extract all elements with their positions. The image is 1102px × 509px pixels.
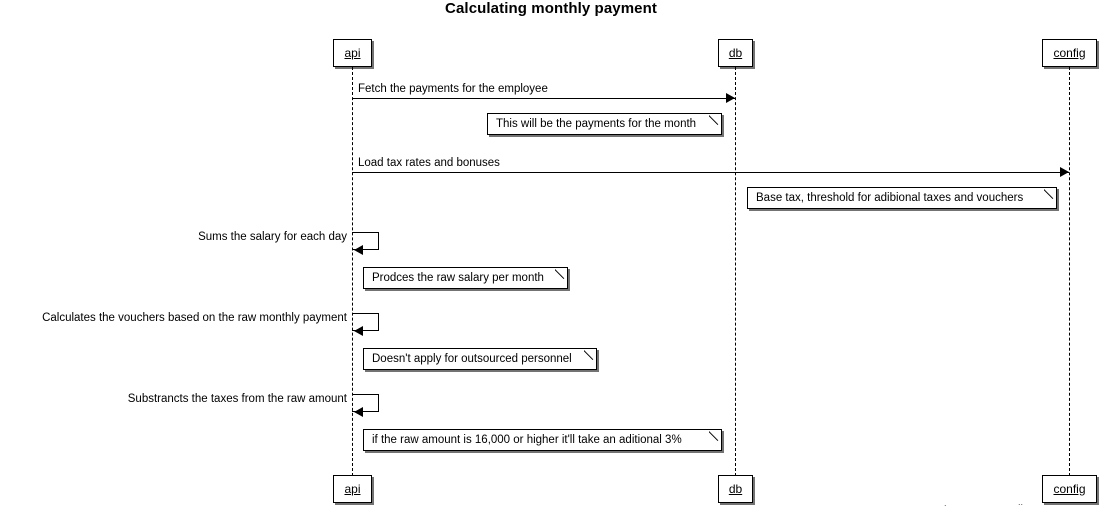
note-fold-edge bbox=[555, 268, 567, 280]
participant-api-top[interactable] bbox=[333, 39, 372, 67]
arrow-head-fetch-payments bbox=[726, 93, 735, 103]
note-outsourced-personnel-text: Doesn't apply for outsourced personnel bbox=[372, 353, 572, 365]
message-line-fetch-payments bbox=[352, 98, 735, 99]
note-base-tax-text: Base tax, threshold for adibional taxes and vouchers bbox=[756, 192, 1024, 204]
message-label-load-tax-rates: Load tax rates and bonuses bbox=[358, 157, 500, 169]
note-fold-edge bbox=[709, 430, 721, 442]
note-payments-for-month bbox=[487, 113, 722, 135]
message-label-sums-salary: Sums the salary for each day bbox=[198, 231, 347, 243]
arrow-head-sums-salary bbox=[354, 245, 363, 255]
diagram-title: Calculating monthly payment bbox=[445, 0, 657, 17]
note-raw-salary bbox=[363, 267, 568, 289]
participant-db-top[interactable] bbox=[718, 39, 753, 67]
participant-api-top-label: api bbox=[344, 46, 361, 60]
note-outsourced-personnel bbox=[363, 348, 597, 370]
note-base-tax bbox=[747, 187, 1057, 209]
note-fold-edge bbox=[1044, 188, 1056, 200]
message-line-load-tax-rates bbox=[352, 172, 1069, 173]
participant-db-top-label: db bbox=[728, 46, 743, 60]
participant-db-bottom-label: db bbox=[728, 482, 743, 496]
arrow-head-calculates-vouchers bbox=[354, 326, 363, 336]
participant-api-bottom-label: api bbox=[344, 482, 361, 496]
participant-api-bottom[interactable] bbox=[333, 475, 372, 503]
lifeline-db bbox=[735, 67, 736, 476]
message-label-substracts-taxes: Substrancts the taxes from the raw amount bbox=[127, 393, 347, 405]
message-label-calculates-vouchers: Calculates the vouchers based on the raw monthly payment bbox=[42, 312, 347, 324]
arrow-head-load-tax-rates bbox=[1060, 167, 1069, 177]
participant-config-bottom-label: config bbox=[1053, 482, 1086, 496]
note-additional-rate-text: if the raw amount is 16,000 or higher it'll take an aditional 3% bbox=[372, 434, 682, 446]
message-label-fetch-payments: Fetch the payments for the employee bbox=[358, 83, 548, 95]
participant-config-top-label: config bbox=[1053, 46, 1086, 60]
note-payments-for-month-text: This will be the payments for the month bbox=[496, 118, 697, 130]
note-fold-edge bbox=[709, 114, 721, 126]
lifeline-config bbox=[1069, 67, 1070, 476]
participant-config-top[interactable] bbox=[1042, 39, 1097, 67]
note-fold-edge bbox=[584, 349, 596, 361]
artifact-speck-left: . bbox=[944, 498, 947, 508]
participant-db-bottom[interactable] bbox=[718, 475, 753, 503]
note-additional-rate bbox=[363, 429, 722, 451]
lifeline-api bbox=[352, 67, 353, 476]
artifact-speck-right: .. bbox=[1018, 497, 1024, 507]
participant-config-bottom[interactable] bbox=[1042, 475, 1097, 503]
note-raw-salary-text: Prodces the raw salary per month bbox=[372, 272, 544, 284]
arrow-head-substracts-taxes bbox=[354, 407, 363, 417]
